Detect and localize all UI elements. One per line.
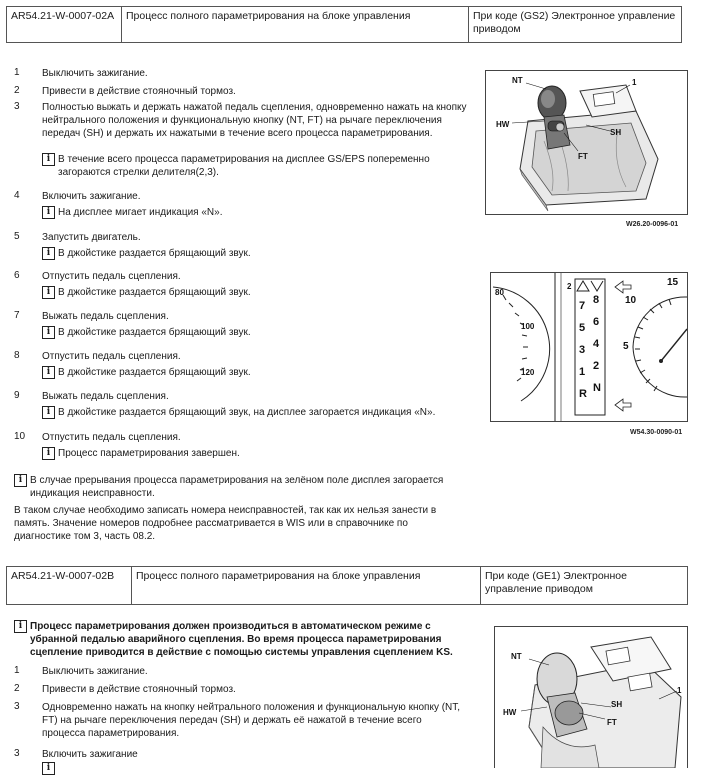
interrupt-note-text: В случае прерывания процесса параметрирования на зелёном поле дисплея загорается индикация неисправности.	[30, 475, 444, 499]
gear-r: R	[579, 388, 587, 400]
doc-code-a: AR54.21-W-0007-02A	[7, 7, 122, 43]
step-number: 3	[14, 101, 20, 112]
step-number: 5	[14, 231, 20, 242]
step-note	[42, 286, 462, 299]
label-1: 1	[677, 686, 682, 695]
figure-caption-2: W54.30-0090-01	[630, 429, 683, 436]
step-number: 3	[14, 701, 20, 712]
speed-tick-80: 80	[495, 288, 504, 297]
doc-code-b: AR54.21-W-0007-02B	[7, 567, 132, 605]
doc-applies-a: При коде (GS2) Электронное управление приводом	[469, 7, 682, 43]
gear-5: 5	[579, 322, 586, 334]
gear-3: 3	[579, 344, 586, 356]
rpm-tick-5: 5	[623, 341, 629, 352]
info-icon: i	[42, 447, 55, 460]
step-note	[42, 326, 462, 339]
header-table-a	[6, 6, 682, 43]
figure-shift-lever-ge1	[494, 626, 688, 768]
step-number: 1	[14, 67, 20, 78]
step-number: 1	[14, 665, 20, 676]
rpm-tick-10: 10	[625, 295, 637, 306]
step-number: 8	[14, 350, 20, 361]
note-text: В течение всего процесса параметрирования на дисплее GS/EPS попеременно загораются стрелки делителя(2,3).	[58, 154, 430, 178]
label-nt: NT	[512, 76, 523, 85]
step-number: 7	[14, 310, 20, 321]
label-hw: HW	[496, 120, 510, 129]
step-text: Выключить зажигание.	[42, 666, 148, 677]
gear-4: 4	[593, 338, 600, 350]
step-text: Отпустить педаль сцепления.	[42, 432, 181, 443]
label-sh: SH	[610, 128, 622, 137]
step-number: 3	[14, 748, 20, 759]
step-text: Запустить двигатель.	[42, 232, 141, 243]
step-number: 10	[14, 431, 26, 442]
info-icon: i	[42, 762, 55, 775]
step-number: 2	[14, 85, 20, 96]
auto-mode-warning	[14, 620, 470, 659]
note-text: В джойстике раздается брящающий звук.	[58, 248, 251, 259]
info-icon: i	[42, 406, 55, 419]
step-number: 4	[14, 190, 20, 201]
info-icon: i	[42, 366, 55, 379]
label-hw: HW	[503, 708, 517, 717]
step-number: 9	[14, 390, 20, 401]
doc-title-b: Процесс полного параметрирования на блоке управления	[132, 567, 481, 605]
shift-lever-drawing	[486, 71, 687, 214]
label-ft: FT	[578, 152, 588, 161]
step-text: Отпустить педаль сцепления.	[42, 351, 181, 362]
step-text: Одновременно нажать на кнопку нейтрального положения и функциональную кнопку (NT, FT) на рычаге переключения передач (SH) и держать её нажатой в течение всего процесса параметрирования.	[42, 702, 461, 739]
step-note	[42, 206, 462, 219]
callout-2: 2	[567, 282, 572, 291]
figure-shift-lever	[485, 70, 688, 215]
header-table-b	[6, 566, 688, 605]
gear-n: N	[593, 382, 601, 394]
note-text: В джойстике раздается брящающий звук.	[58, 327, 251, 338]
figure-instrument-cluster	[490, 272, 688, 422]
step-note	[42, 447, 462, 460]
step-text: Выжать педаль сцепления.	[42, 311, 169, 322]
speed-tick-120: 120	[521, 368, 535, 377]
info-icon: i	[42, 247, 55, 260]
step-text: Выжать педаль сцепления.	[42, 391, 169, 402]
step-text: Выключить зажигание.	[42, 68, 148, 79]
auto-mode-warning-text: Процесс параметрирования должен производиться в автоматическом режиме с убранной педалью аварийного сцепления. Во время процесса параметрирования сцепление приводится в действие с помощью системы управления сцеплением KS.	[30, 621, 453, 658]
instrument-cluster-drawing	[491, 273, 687, 421]
info-icon: i	[42, 286, 55, 299]
step-note	[42, 406, 482, 419]
fault-paragraph: В таком случае необходимо записать номера неисправностей, так как их нельзя занести в память. Значение номеров подробнее рассматривается в WIS или в справочнике по диагностике том 3, часть 08.2.	[14, 505, 437, 542]
info-icon: i	[42, 206, 55, 219]
note-text: В джойстике раздается брящающий звук.	[58, 367, 251, 378]
label-sh: SH	[611, 700, 623, 709]
label-ft: FT	[607, 718, 617, 727]
gear-7: 7	[579, 300, 586, 312]
step-text: Отпустить педаль сцепления.	[42, 271, 181, 282]
step-number: 2	[14, 683, 20, 694]
gear-8: 8	[593, 294, 600, 306]
gear-2: 2	[593, 360, 600, 372]
note-text: В джойстике раздается брящающий звук, на дисплее загорается индикация «N».	[58, 407, 436, 418]
note-text: На дисплее мигает индикация «N».	[58, 207, 223, 218]
step-note	[42, 366, 462, 379]
step-number: 6	[14, 270, 20, 281]
gear-1: 1	[579, 366, 586, 378]
note-text: В джойстике раздается брящающий звук.	[58, 287, 251, 298]
info-icon: i	[42, 153, 55, 166]
label-nt: NT	[511, 652, 522, 661]
step-text: Полностью выжать и держать нажатой педаль сцепления, одновременно нажать на кнопку нейтрального положения и функциональную кнопку (NT, FT) на рычаге переключения передач (SH) и держать их нажатыми в течение всего процесса параметрирования.	[42, 102, 467, 139]
label-1: 1	[632, 78, 637, 87]
doc-applies-b: При коде (GE1) Электронное управление приводом	[481, 567, 688, 605]
step-text: Включить зажигание	[42, 749, 138, 760]
step-note	[42, 247, 462, 260]
speed-tick-100: 100	[521, 322, 535, 331]
interrupt-note	[14, 474, 454, 500]
step-text: Привести в действие стояночный тормоз.	[42, 86, 236, 97]
shift-lever-ge1-drawing	[495, 627, 687, 768]
step-note	[42, 153, 468, 179]
step-text: Привести в действие стояночный тормоз.	[42, 684, 236, 695]
gear-6: 6	[593, 316, 600, 328]
figure-caption-1: W26.20-0096-01	[626, 221, 679, 228]
note-text: Процесс параметрирования завершен.	[58, 448, 240, 459]
rpm-tick-15: 15	[667, 277, 679, 288]
info-icon: i	[14, 620, 27, 633]
info-icon: i	[14, 474, 27, 487]
step-text: Включить зажигание.	[42, 191, 141, 202]
info-icon: i	[42, 326, 55, 339]
doc-title-a: Процесс полного параметрирования на блоке управления	[122, 7, 469, 43]
